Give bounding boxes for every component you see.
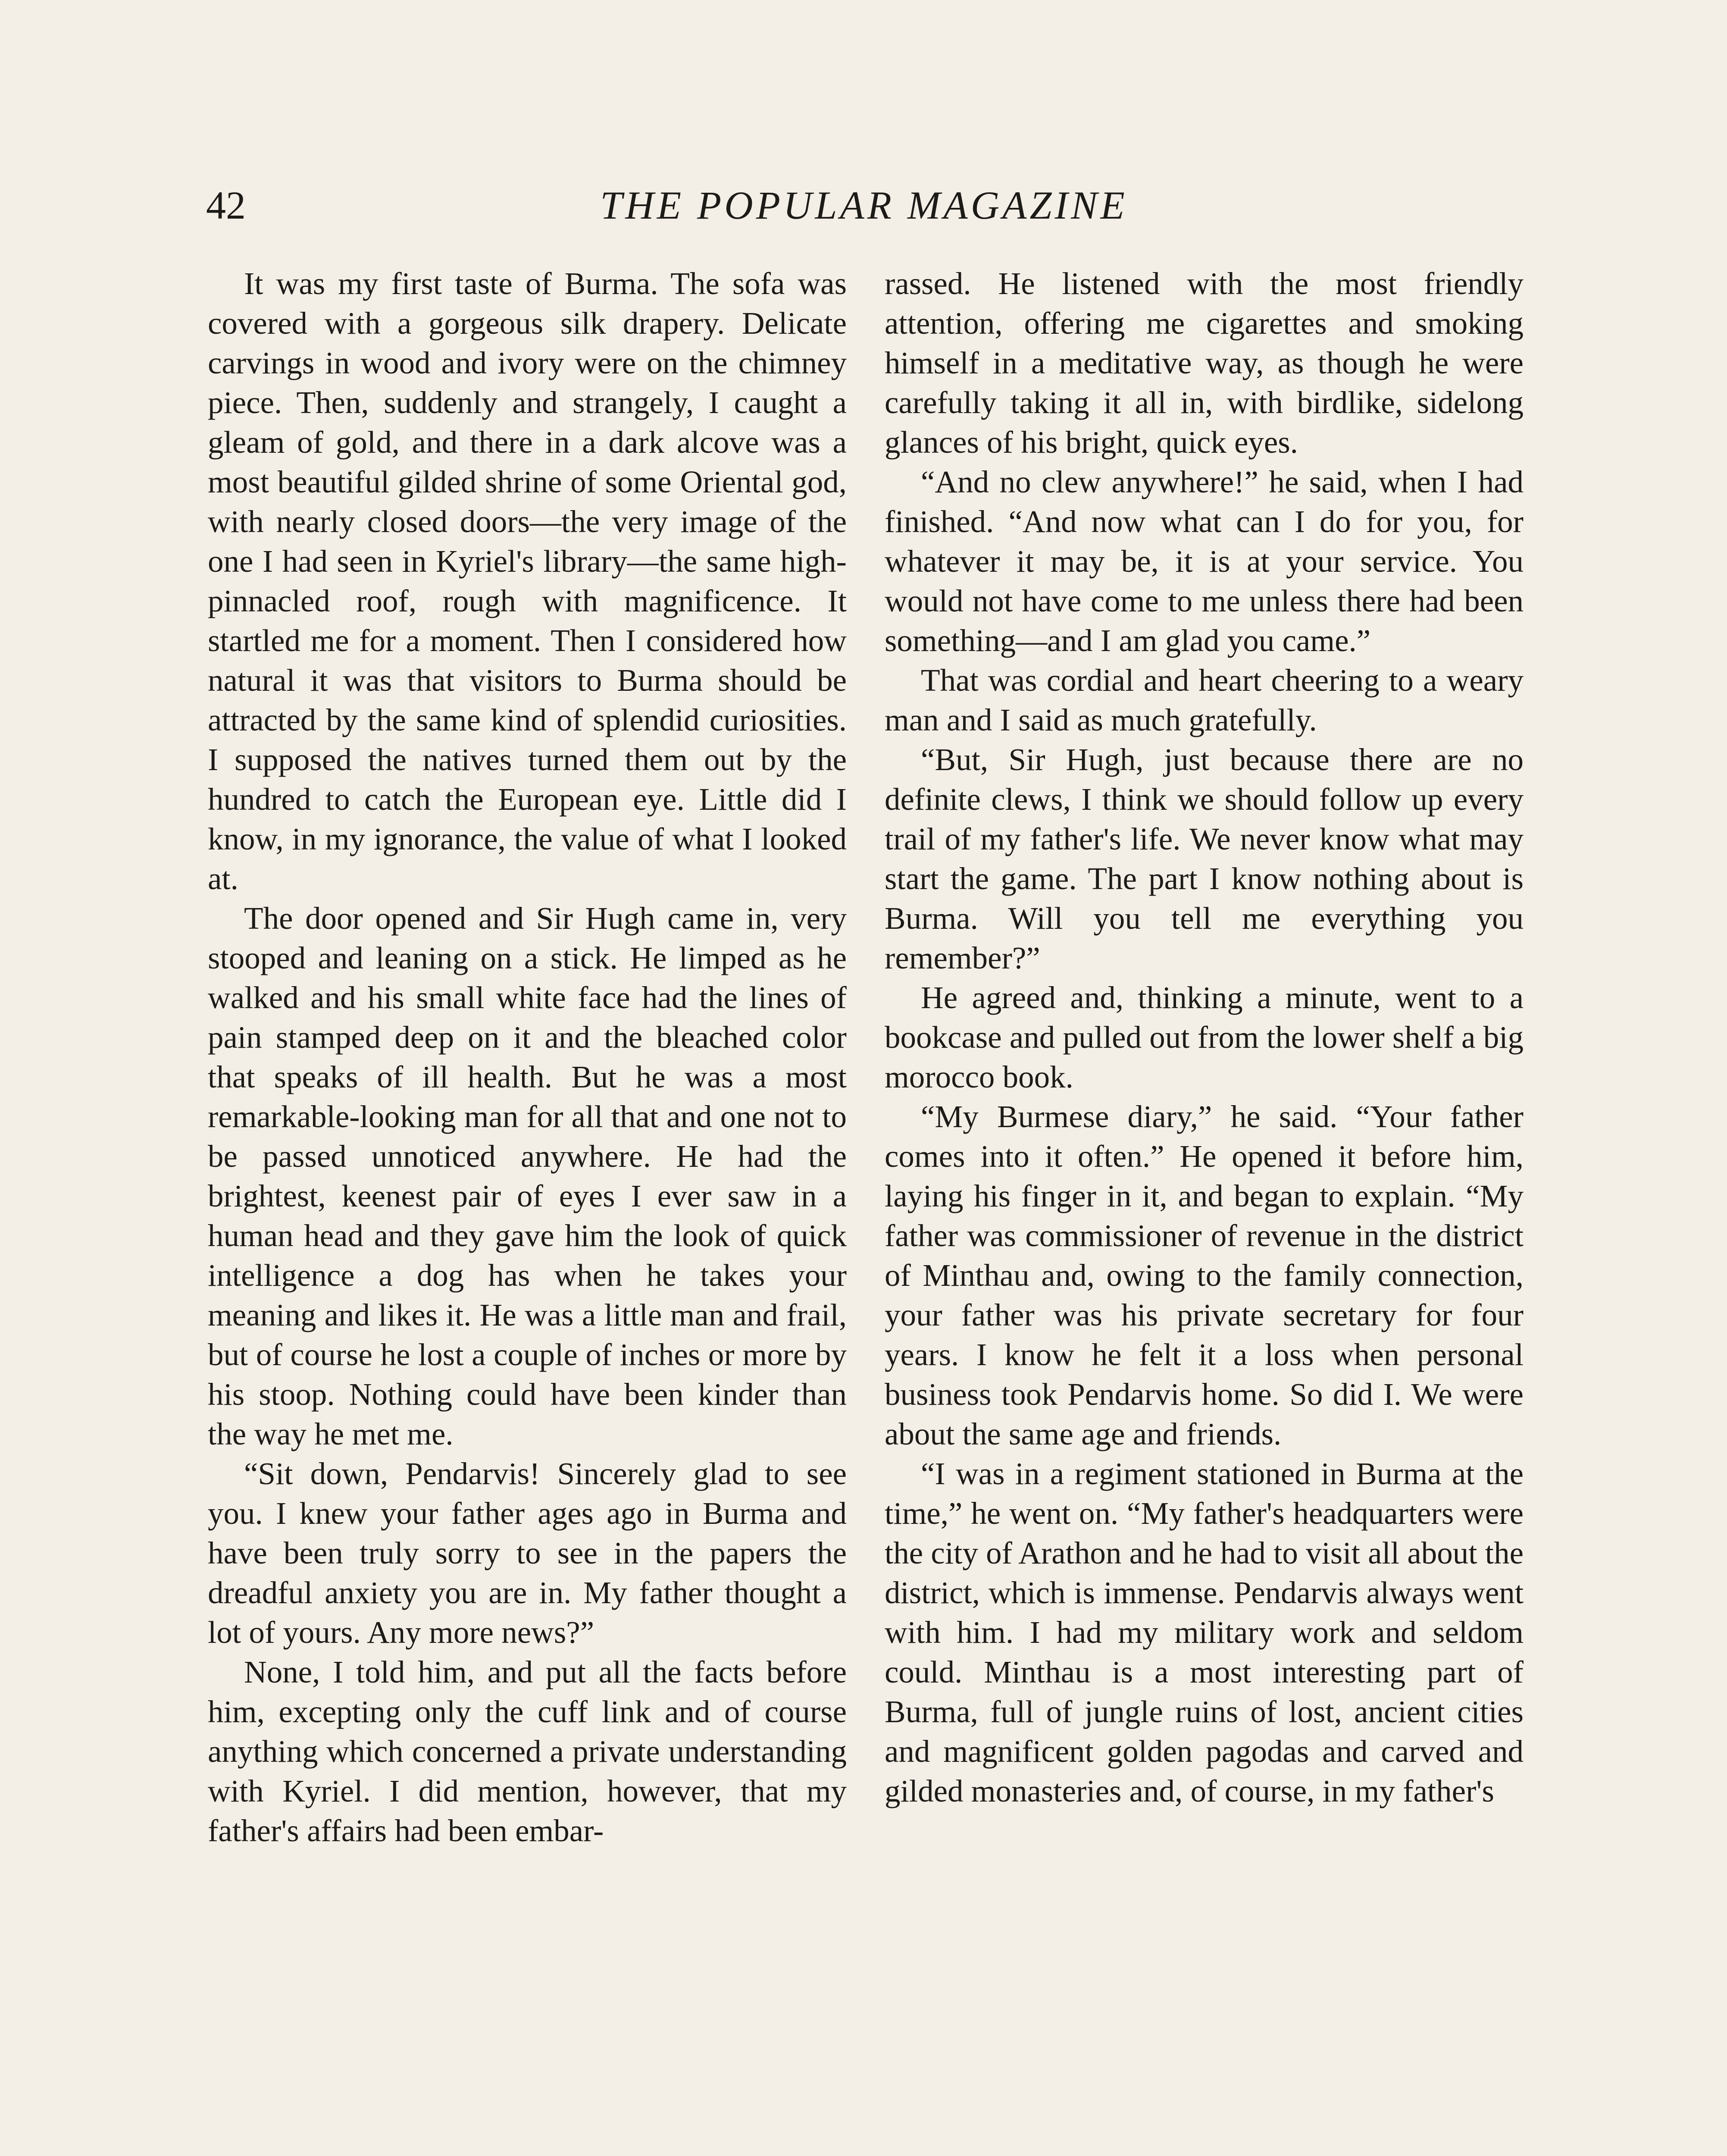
running-title: THE POPULAR MAGAZINE [600, 183, 1128, 227]
paragraph-continuation: rassed. He listened with the most friendly attention, offering me cigarettes and smoking himself in a meditative way, as though he were carefully taking it all in, with birdlike, sidelong glances of his bright, quick eyes. [885, 266, 1524, 460]
paragraph: None, I told him, and put all the facts before him, excepting only the cuff link and of course anything which concerned a private understanding with Kyriel. I did mention, however, that my father's affairs had been embar- [208, 1655, 847, 1848]
right-column [885, 264, 1524, 1811]
paragraph: “I was in a regiment stationed in Burma at the time,” he went on. “My father's headquarters were the city of Arathon and he had to visit all about the district, which is immense. Pendarvis always went with him. I had my military work and seldom could. Minthau is a most interesting part of Burma, full of jungle ruins of lost, ancient cities and magnificent golden pagodas and carved and gilded monasteries and, of course, in my father's [885, 1456, 1524, 1808]
paragraph: “Sit down, Pendarvis! Sincerely glad to see you. I knew your father ages ago in Burma and have been truly sorry to see in the papers the dreadful anxiety you are in. My father thought a lot of yours. Any more news?” [208, 1456, 847, 1650]
paragraph: He agreed and, thinking a minute, went to a bookcase and pulled out from the lower shelf a big morocco book. [885, 980, 1524, 1094]
paragraph: The door opened and Sir Hugh came in, very stooped and leaning on a stick. He limped as he walked and his small white face had the lines of pain stamped deep on it and the bleached color that speaks of ill health. But he was a most remarkable-looking man for all that and one not to be passed unnoticed anywhere. He had the brightest, keenest pair of eyes I ever saw in a human head and they gave him the look of quick intelligence a dog has when he takes your meaning and likes it. He was a little man and frail, but of course he lost a couple of inches or more by his stoop. Nothing could have been kinder than the way he met me. [208, 901, 847, 1451]
paragraph: That was cordial and heart cheering to a weary man and I said as much gratefully. [885, 663, 1524, 737]
paragraph: “My Burmese diary,” he said. “Your father comes into it often.” He opened it before him, laying his finger in it, and began to explain. “My father was commissioner of revenue in the district of Minthau and, owing to the family connection, your father was his private secretary for four years. I know he felt it a loss when personal business took Pendarvis home. So did I. We were about the same age and friends. [885, 1099, 1524, 1451]
paragraph: “And no clew anywhere!” he said, when I had finished. “And now what can I do for you, for whatever it may be, it is at your service. You would not have come to me unless there had been something—and I am glad you came.” [885, 464, 1524, 658]
paragraph: “But, Sir Hugh, just because there are no definite clews, I think we should follow up every trail of my father's life. We never know what may start the game. The part I know nothing about is Burma. Will you tell me everything you remember?” [885, 742, 1524, 975]
page-number: 42 [206, 183, 246, 227]
left-column [208, 264, 847, 1851]
paragraph: It was my first taste of Burma. The sofa was covered with a gorgeous silk drapery. Delicate carvings in wood and ivory were on the chimney piece. Then, suddenly and strangely, I caught a gleam of gold, and there in a dark alcove was a most beautiful gilded shrine of some Oriental god, with nearly closed doors—the very image of the one I had seen in Kyriel's library—the same high-pinnacled roof, rough with magnificence. It startled me for a moment. Then I considered how natural it was that visitors to Burma should be attracted by the same kind of splendid curiosities. I supposed the natives turned them out by the hundred to catch the European eye. Little did I know, in my ignorance, the value of what I looked at. [208, 266, 847, 896]
